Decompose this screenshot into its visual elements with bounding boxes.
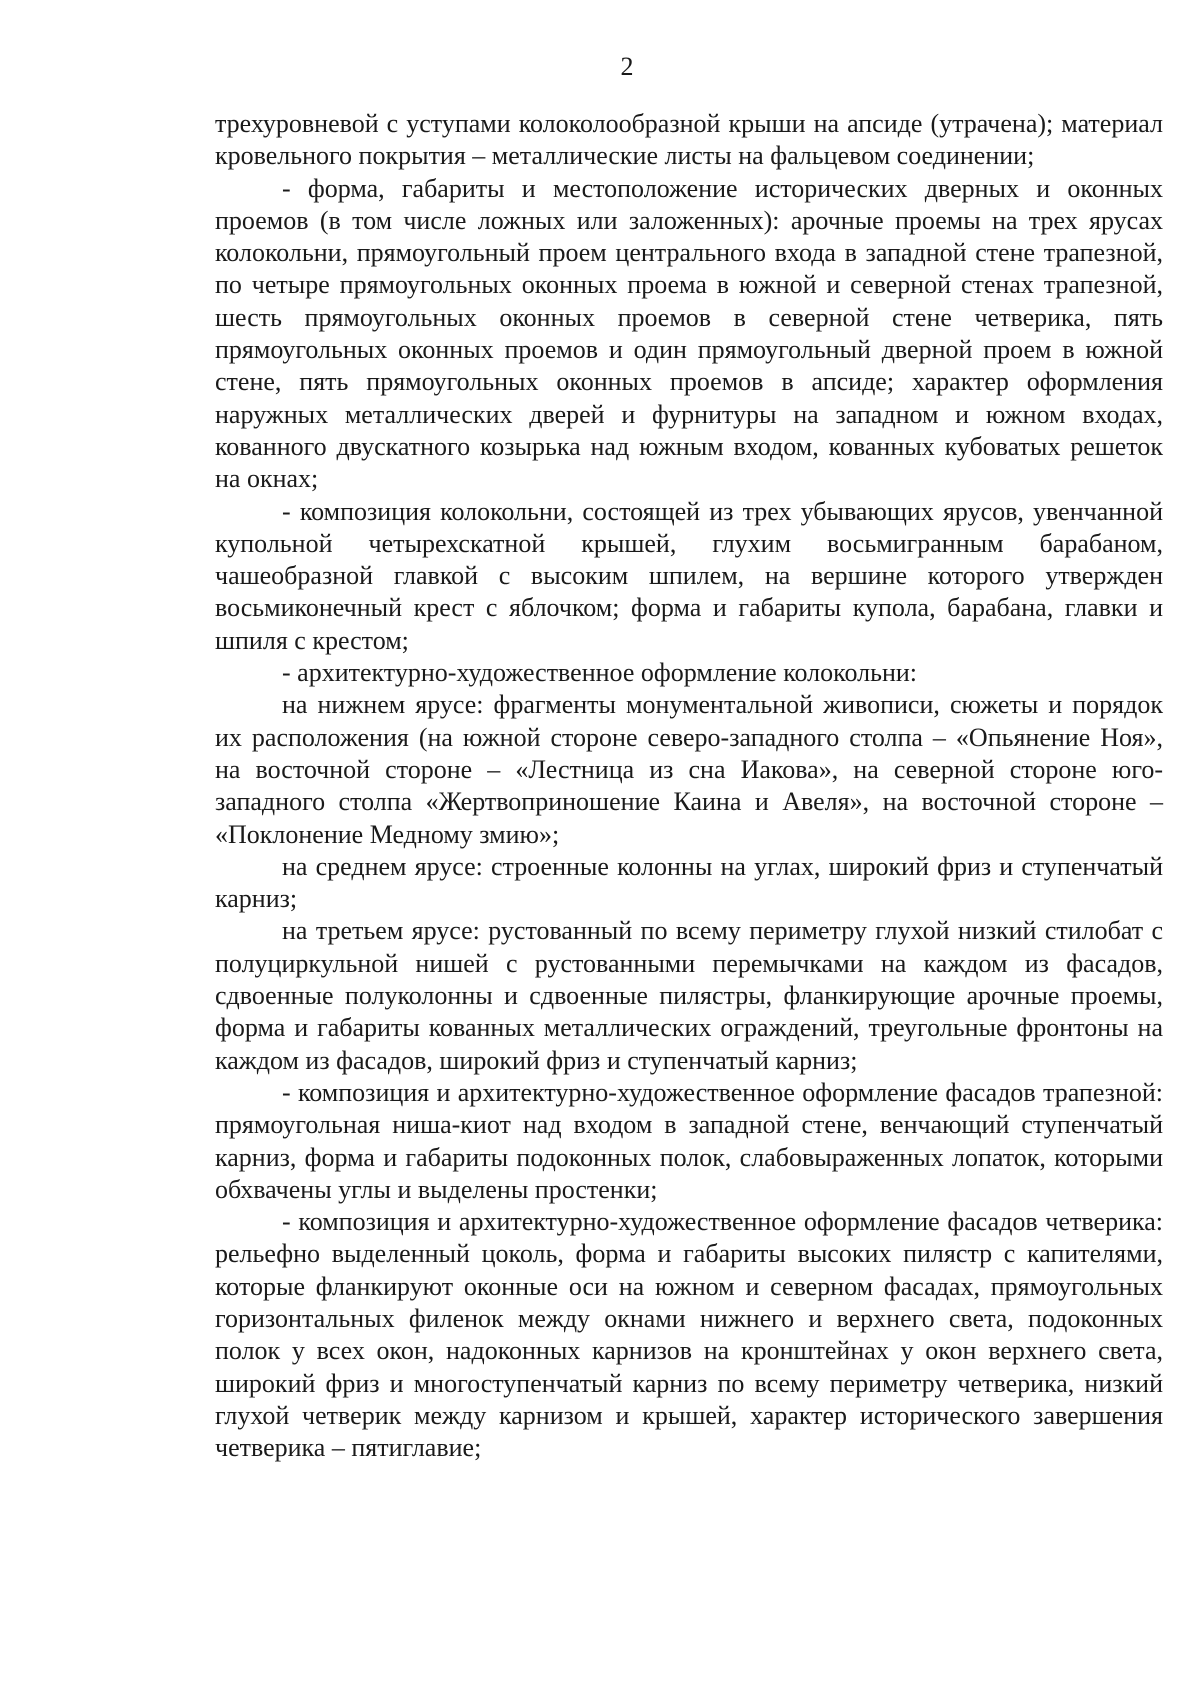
paragraph-belfry-decoration-heading: - архитектурно-художественное оформление колокольни: [282,658,917,688]
paragraph-middle-tier: на среднем ярусе: строенные колонны на углах, широкий фриз и ступенчатый карниз; [215,851,1163,914]
paragraph-chetverik-facades: - композиция и архитектурно-художественное оформление фасадов четверика: рельефно выделенный цоколь, форма и габариты высоких пилястр с капителями, которые фланкируют оконные оси на южном и северном фасадах, прямоугольных горизонтальных филенок между окнами нижнего и верхнего света, подоконных полок у всех окон, надоконных карнизов на кронштейнах у окон верхнего света, широкий фриз и многоступенчатый карниз по всему периметру четверика, низкий глухой четверик между карнизом и крышей, характер исторического завершения четверика – пятиглавие; [215,1207,1163,1463]
paragraph-openings: - форма, габариты и местоположение исторических дверных и оконных проемов (в том числе ложных или заложенных): арочные проемы на трех ярусах колокольни, прямоугольный проем центрального входа в западной стене трапезной, по четыре прямоугольных оконных проема в южной и северной стенах трапезной, шесть прямоугольных оконных проемов в северной стене четверика, пять прямоугольных оконных проемов и один прямоугольный дверной проем в южной стене, пять прямоугольных оконных проемов в апсиде; характер оформления наружных металлических дверей и фурнитуры на западном и южном входах, кованного двускатного козырька над южным входом, кованных кубоватых решеток на окнах; [215,173,1163,494]
paragraph-lower-tier: на нижнем ярусе: фрагменты монументальной живописи, сюжеты и порядок их расположения (на южной стороне северо-западного столпа – «Опьянение Ноя», на восточной стороне – «Лестница из сна Иакова», на северной стороне юго-западного столпа «Жертвоприношение Каина и Авеля», на восточной стороне – «Поклонение Медному змию»; [215,690,1163,849]
paragraph-belfry-composition: - композиция колокольни, состоящей из трех убывающих ярусов, увенчанной купольной четырехскатной крышей, глухим восьмигранным барабаном, чашеобразной главкой с высоким шпилем, на вершине которого утвержден восьмиконечный крест с яблочком; форма и габариты купола, барабана, главки и шпиля с крестом; [215,496,1163,655]
page-number: 2 [620,52,634,81]
paragraph-refectory-facades: - композиция и архитектурно-художественное оформление фасадов трапезной: прямоугольная ниша-киот над входом в западной стене, венчающий ступенчатый карниз, форма и габариты подоконных полок, слабовыраженных лопаток, которыми обхвачены углы и выделены простенки; [215,1077,1163,1204]
body-text [215,108,1163,1464]
paragraph-third-tier: на третьем ярусе: рустованный по всему периметру глухой низкий стилобат с полуциркульной нишей с рустованными перемычками на каждом из фасадов, сдвоенные полуколонны и сдвоенные пилястры, фланкирующие арочные проемы, форма и габариты кованных металлических ограждений, треугольные фронтоны на каждом из фасадов, широкий фриз и ступенчатый карниз; [215,916,1163,1075]
paragraph-roof-continuation: трехуровневой с уступами колоколообразной крыши на апсиде (утрачена); материал кровельного покрытия – металлические листы на фальцевом соединении; [215,109,1163,171]
